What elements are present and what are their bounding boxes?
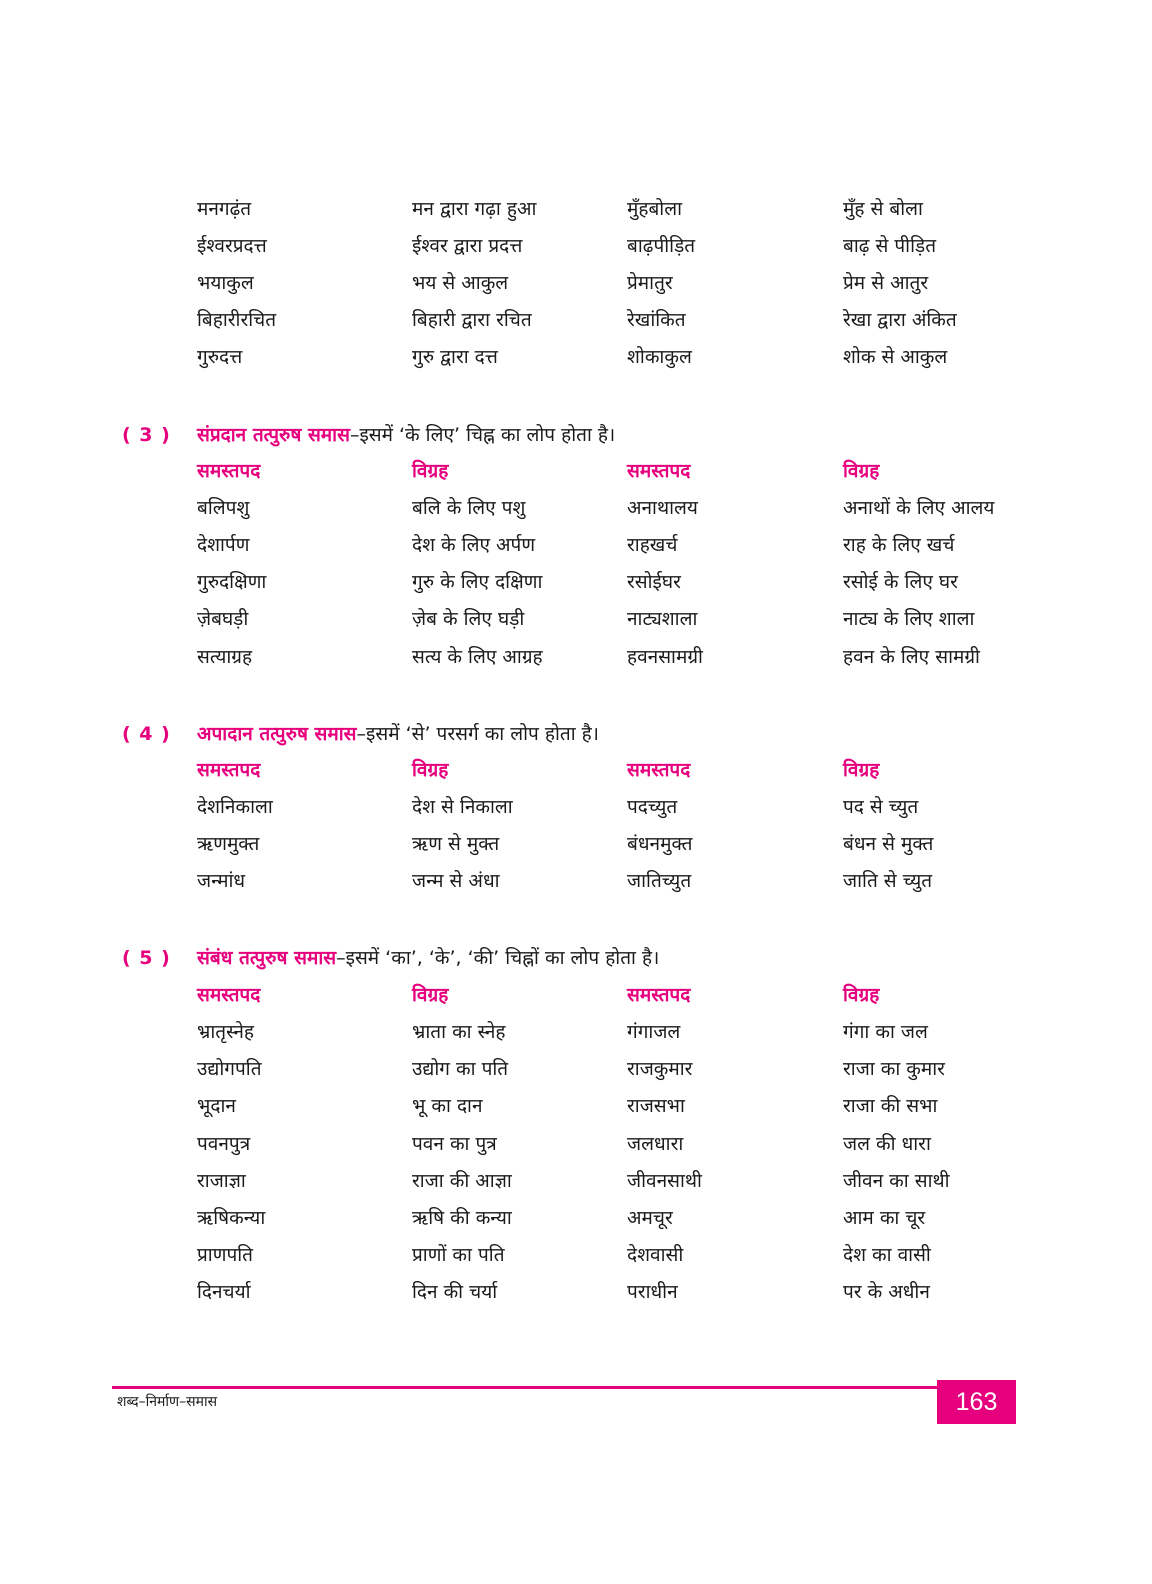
compound-word: प्राणपति (197, 1244, 254, 1266)
table-row (0, 789, 1152, 826)
analysis: ऋषि की कन्या (412, 1207, 512, 1229)
compound-word: पराधीन (627, 1281, 678, 1303)
table-row (0, 228, 1152, 265)
analysis: देश का वासी (843, 1244, 931, 1266)
table-row (0, 1237, 1152, 1274)
analysis: ऋण से मुक्त (412, 833, 500, 855)
analysis: जाति से च्युत (843, 870, 933, 892)
analysis: रेखा द्वारा अंकित (843, 309, 957, 331)
section-description: –इसमें ‘का’, ‘के’, ‘की’ चिह्नों का लोप होता है। (336, 947, 660, 969)
compound-word: भूदान (197, 1095, 236, 1117)
analysis: हवन के लिए सामग्री (843, 646, 980, 668)
analysis: पवन का पुत्र (412, 1133, 497, 1155)
analysis: भू का दान (412, 1095, 483, 1117)
section-description: –इसमें ‘से’ परसर्ग का लोप होता है। (356, 723, 599, 745)
compound-word: भ्रातृस्नेह (197, 1021, 255, 1043)
analysis: देश के लिए अर्पण (412, 534, 536, 556)
compound-word: देशवासी (627, 1244, 684, 1266)
analysis: बिहारी द्वारा रचित (412, 309, 532, 331)
column-header: समस्तपद (197, 759, 261, 781)
column-header: विग्रह (412, 460, 449, 482)
column-header: समस्तपद (627, 759, 691, 781)
footer-divider (112, 1386, 940, 1389)
analysis: जन्म से अंधा (412, 870, 500, 892)
compound-word: राजाज्ञा (197, 1170, 246, 1192)
compound-word: गंगाजल (627, 1021, 681, 1043)
compound-word: बंधनमुक्त (627, 833, 693, 855)
analysis: मुँह से बोला (843, 198, 923, 220)
table-header (0, 752, 1152, 789)
column-header: विग्रह (843, 759, 880, 781)
analysis: शोक से आकुल (843, 346, 948, 368)
table-row (0, 1126, 1152, 1163)
compound-word: जलधारा (627, 1133, 684, 1155)
compound-word: दिनचर्या (197, 1281, 251, 1303)
section-number: ( 4 ) (122, 723, 171, 745)
compound-word: अनाथालय (627, 497, 698, 519)
compound-word: नाट्यशाला (627, 608, 698, 630)
section-name: संप्रदान तत्पुरुष समास (197, 424, 350, 446)
table-row (0, 1163, 1152, 1200)
compound-word: जन्मांध (197, 870, 246, 892)
compound-word: गुरुदक्षिणा (197, 571, 267, 593)
compound-word: अमचूर (627, 1207, 673, 1229)
analysis: राजा की सभा (843, 1095, 938, 1117)
compound-word: बाढ़पीड़ित (627, 235, 696, 257)
table-row (0, 1088, 1152, 1125)
analysis: राह के लिए खर्च (843, 534, 955, 556)
compound-word: रसोईघर (627, 571, 681, 593)
analysis: पर के अधीन (843, 1281, 930, 1303)
compound-word: रेखांकित (627, 309, 686, 331)
table-header (0, 977, 1152, 1014)
table-header (0, 453, 1152, 490)
analysis: जल की धारा (843, 1133, 931, 1155)
table-row (0, 527, 1152, 564)
compound-word: ऋषिकन्या (197, 1207, 266, 1229)
analysis: सत्य के लिए आग्रह (412, 646, 543, 668)
table-row (0, 265, 1152, 302)
analysis: भय से आकुल (412, 272, 509, 294)
table-row (0, 1274, 1152, 1311)
compound-word: हवनसामग्री (627, 646, 703, 668)
analysis: ईश्वर द्वारा प्रदत्त (412, 235, 523, 257)
compound-word: ऋणमुक्त (197, 833, 260, 855)
compound-word: बलिपशु (197, 497, 250, 519)
table-row (0, 191, 1152, 228)
column-header: समस्तपद (627, 460, 691, 482)
analysis: राजा की आज्ञा (412, 1170, 512, 1192)
section-heading (0, 417, 1152, 453)
compound-word: बिहारीरचित (197, 309, 277, 331)
section-heading (0, 940, 1152, 976)
column-header: विग्रह (843, 984, 880, 1006)
analysis: बंधन से मुक्त (843, 833, 934, 855)
analysis: भ्राता का स्नेह (412, 1021, 506, 1043)
compound-word: उद्योगपति (197, 1058, 262, 1080)
compound-word: सत्याग्रह (197, 646, 253, 668)
table-row (0, 490, 1152, 527)
column-header: विग्रह (412, 984, 449, 1006)
compound-word: गुरुदत्त (197, 346, 243, 368)
analysis: बलि के लिए पशु (412, 497, 526, 519)
table-row (0, 302, 1152, 339)
compound-word: भयाकुल (197, 272, 254, 294)
compound-word: देशार्पण (197, 534, 250, 556)
analysis: आम का चूर (843, 1207, 926, 1229)
table-row (0, 863, 1152, 900)
section-description: –इसमें ‘के लिए’ चिह्न का लोप होता है। (349, 424, 616, 446)
analysis: देश से निकाला (412, 796, 513, 818)
compound-word: राहखर्च (627, 534, 678, 556)
table-row (0, 601, 1152, 638)
column-header: समस्तपद (197, 460, 261, 482)
compound-word: प्रेमातुर (627, 272, 673, 294)
compound-word: जातिच्युत (627, 870, 692, 892)
page-number: 163 (937, 1380, 1016, 1424)
analysis: जीवन का साथी (843, 1170, 950, 1192)
chapter-title: शब्द–निर्माण–समास (117, 1394, 218, 1410)
analysis: मन द्वारा गढ़ा हुआ (412, 198, 537, 220)
analysis: प्राणों का पति (412, 1244, 505, 1266)
analysis: रसोई के लिए घर (843, 571, 958, 593)
compound-word: ज़ेबघड़ी (197, 608, 249, 630)
analysis: गंगा का जल (843, 1021, 928, 1043)
analysis: दिन की चर्या (412, 1281, 498, 1303)
section-name: संबंध तत्पुरुष समास (197, 947, 337, 969)
compound-word: राजकुमार (627, 1058, 693, 1080)
compound-word: मुँहबोला (627, 198, 683, 220)
compound-word: जीवनसाथी (627, 1170, 702, 1192)
analysis: गुरु द्वारा दत्त (412, 346, 498, 368)
table-row (0, 639, 1152, 676)
analysis: राजा का कुमार (843, 1058, 945, 1080)
compound-word: राजसभा (627, 1095, 685, 1117)
analysis: उद्योग का पति (412, 1058, 509, 1080)
table-row (0, 1014, 1152, 1051)
column-header: विग्रह (412, 759, 449, 781)
analysis: पद से च्युत (843, 796, 919, 818)
analysis: प्रेम से आतुर (843, 272, 929, 294)
analysis: ज़ेब के लिए घड़ी (412, 608, 525, 630)
table-row (0, 1051, 1152, 1088)
compound-word: पवनपुत्र (197, 1133, 251, 1155)
analysis: अनाथों के लिए आलय (843, 497, 995, 519)
section-number: ( 3 ) (122, 424, 171, 446)
compound-word: मनगढ़ंत (197, 198, 252, 220)
column-header: समस्तपद (197, 984, 261, 1006)
analysis: नाट्य के लिए शाला (843, 608, 975, 630)
section-heading (0, 716, 1152, 752)
section-name: अपादान तत्पुरुष समास (197, 723, 357, 745)
column-header: समस्तपद (627, 984, 691, 1006)
table-row (0, 564, 1152, 601)
table-row (0, 1200, 1152, 1237)
compound-word: शोकाकुल (627, 346, 692, 368)
compound-word: देशनिकाला (197, 796, 273, 818)
compound-word: पदच्युत (627, 796, 678, 818)
section-number: ( 5 ) (122, 947, 171, 969)
compound-word: ईश्वरप्रदत्त (197, 235, 267, 257)
analysis: बाढ़ से पीड़ित (843, 235, 937, 257)
table-row (0, 826, 1152, 863)
analysis: गुरु के लिए दक्षिणा (412, 571, 543, 593)
column-header: विग्रह (843, 460, 880, 482)
table-row (0, 339, 1152, 376)
